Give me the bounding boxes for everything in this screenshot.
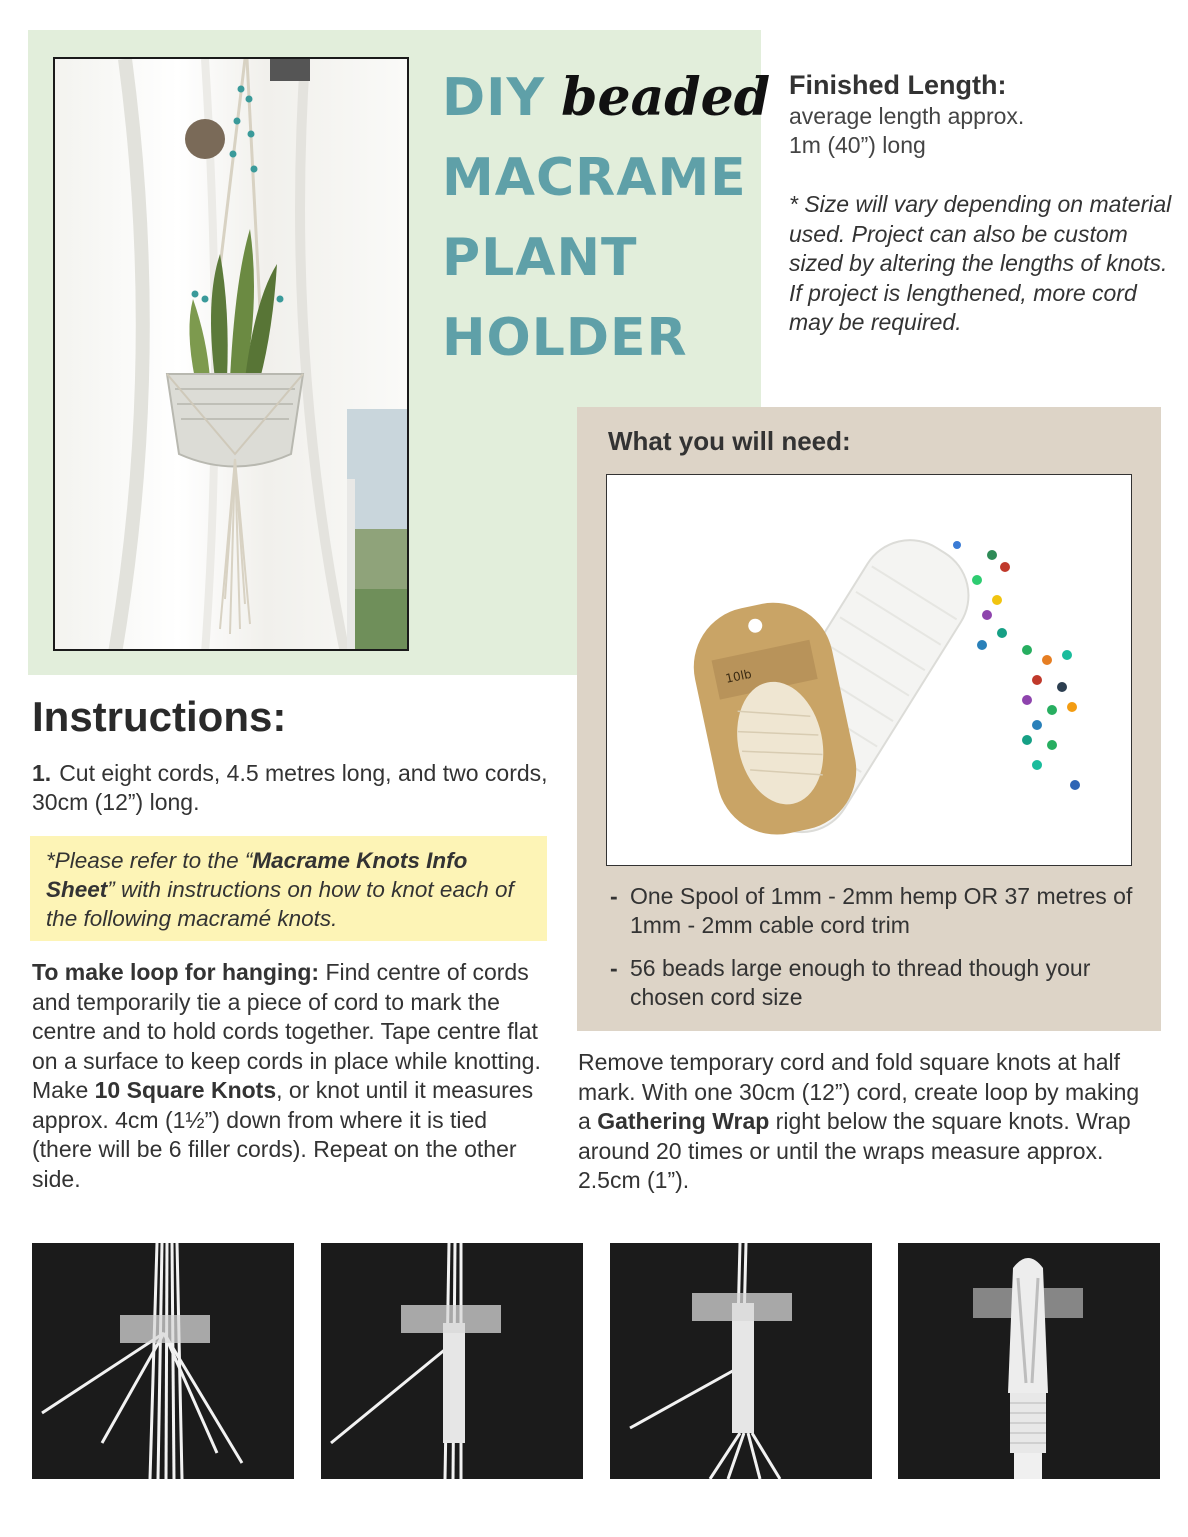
- hanging-plant-photo: [53, 57, 409, 651]
- square-knots-ref: 10 Square Knots: [94, 1077, 277, 1103]
- knots-info-sheet-ref: Macrame Knots Info Sheet: [46, 848, 468, 902]
- finished-length-heading: Finished Length:: [789, 70, 1007, 100]
- material-item: - One Spool of 1mm - 2mm hemp OR 37 metres of 1mm - 2mm cable cord trim: [610, 883, 1133, 938]
- title-beaded: beaded: [561, 67, 771, 128]
- hanging-plant-illustration: [55, 59, 409, 651]
- project-title: [442, 58, 771, 378]
- gathering-wrap-ref: Gathering Wrap: [597, 1108, 770, 1134]
- finished-length-line-2: 1m (40”) long: [789, 132, 926, 158]
- materials-list: [610, 882, 1150, 1026]
- title-line-1: [442, 58, 771, 138]
- title-line-4: HOLDER: [442, 308, 688, 368]
- title-diy: DIY: [442, 68, 546, 128]
- finished-length-line-1: average length approx.: [789, 103, 1025, 129]
- title-line-3: PLANT: [442, 228, 638, 288]
- supplies-illustration: [607, 475, 1132, 866]
- loop-instructions: To make loop for hanging: Find centre of cords and temporarily tie a piece of cord to mark the centre and to hold cords together. Tape centre flat on a surface to keep cords in place while knotting. Make 10 Square Knots, or knot until it measures approx. 4cm (1½”) down from where it is tied (there will be 6 filler cords). Repeat on the other side.: [32, 959, 541, 1192]
- spool-size-label: 10lb: [724, 666, 753, 686]
- materials-heading: What you will need:: [608, 426, 851, 456]
- title-line-2: MACRAME: [442, 148, 747, 208]
- step-1-number: 1.: [32, 760, 52, 786]
- step-photo-2: [321, 1243, 583, 1479]
- step-photo-1: [32, 1243, 294, 1479]
- step-photo-4: [898, 1243, 1160, 1479]
- fold-instructions: Remove temporary cord and fold square knots at half mark. With one 30cm (12”) cord, create loop by making a Gathering Wrap right below the square knots. Wrap around 20 times or until the wraps measure approx. 2.5cm (1”).: [578, 1049, 1140, 1193]
- material-item: - 56 beads large enough to thread though your chosen cord size: [610, 955, 1091, 1010]
- knots-info-note: *Please refer to the “Macrame Knots Info Sheet” with instructions on how to knot each of the following macramé knots.: [30, 836, 547, 941]
- beads-cluster: [953, 541, 1080, 790]
- finished-length-section: [789, 68, 1174, 338]
- step-1: [32, 759, 552, 817]
- step-photo-3: [610, 1243, 872, 1479]
- loop-heading: To make loop for hanging:: [32, 959, 320, 985]
- supplies-photo: [606, 474, 1132, 866]
- instructions-heading: Instructions:: [32, 693, 287, 740]
- step-1-text: Cut eight cords, 4.5 metres long, and two cords, 30cm (12”) long.: [32, 760, 548, 815]
- size-note: * Size will vary depending on material used. Project can also be custom sized by altering the lengths of knots. If project is lengthened, more cord may be required.: [789, 191, 1172, 335]
